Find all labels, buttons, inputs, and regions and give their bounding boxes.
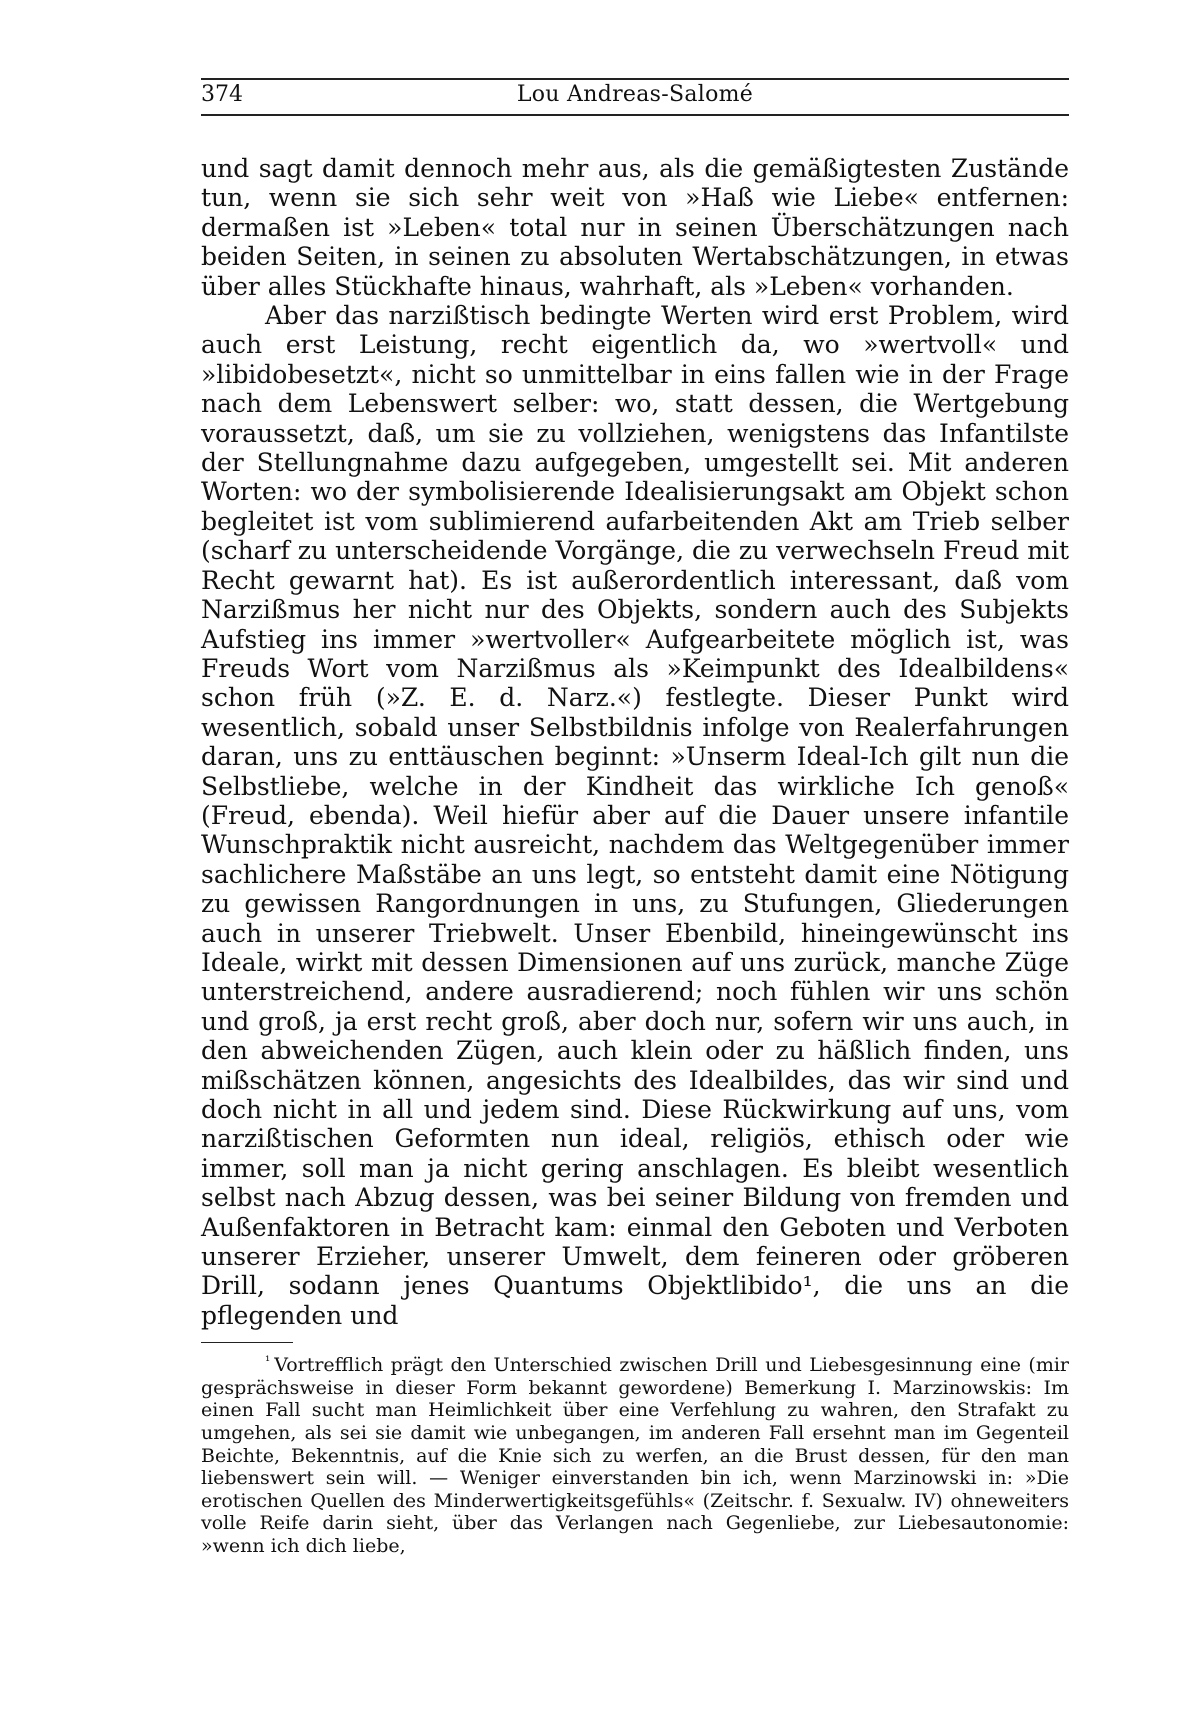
book-page xyxy=(201,78,1069,1558)
footnote-divider xyxy=(201,1342,293,1343)
running-head: Lou Andreas-Salomé xyxy=(516,82,754,107)
footnote xyxy=(201,1351,1069,1557)
page-header xyxy=(201,78,1069,116)
paragraph: Aber das narzißtisch bedingte Werten wird erst Problem, wird auch erst Leistung, recht eigentlich da, wo »wertvoll« und »libidobesetzt«, nicht so unmittelbar in eins fallen wie in der Frage nach dem Lebenswert selber: wo, statt dessen, die Wertgebung voraussetzt, daß, um sie zu vollziehen, wenigstens das Infantilste der Stellungnahme dazu aufgegeben, umgestellt sei. Mit anderen Worten: wo der symbolisierende Idealisierungsakt am Objekt schon begleitet ist vom sublimierend aufarbeitenden Akt am Trieb selber (scharf zu unterscheidende Vorgänge, die zu verwechseln Freud mit Recht gewarnt hat). Es ist außerordentlich interessant, daß vom Narzißmus her nicht nur des Objekts, sondern auch des Subjekts Aufstieg ins immer »wertvoller« Aufgearbeitete möglich ist, was Freuds Wort vom Narzißmus als »Keimpunkt des Idealbildens« schon früh (»Z. E. d. Narz.«) festlegte. Dieser Punkt wird wesentlich, sobald unser Selbstbildnis infolge von Realerfahrungen daran, uns zu enttäuschen beginnt: »Unserm Ideal-Ich gilt nun die Selbstliebe, welche in der Kindheit das wirkliche Ich genoß« (Freud, ebenda). Weil hiefür aber auf die Dauer unsere infantile Wunschpraktik nicht ausreicht, nachdem das Weltgegenüber immer sachlichere Maßstäbe an uns legt, so entsteht damit eine Nötigung zu gewissen Rangordnungen in uns, zu Stufungen, Gliederungen auch in unserer Triebwelt. Unser Ebenbild, hineingewünscht ins Ideale, wirkt mit dessen Dimensionen auf uns zurück, manche Züge unterstreichend, andere ausradierend; noch fühlen wir uns schön und groß, ja erst recht groß, aber doch nur, sofern wir uns auch, in den abweichenden Zügen, auch klein oder zu häßlich finden, uns mißschätzen können, angesichts des Idealbildes, das wir sind und doch nicht in all und jedem sind. Diese Rückwirkung auf uns, vom narzißtischen Geformten nun ideal, religiös, ethisch oder wie immer, soll man ja nicht gering anschlagen. Es bleibt wesentlich selbst nach Abzug dessen, was bei seiner Bildung von fremden und Außenfaktoren in Betracht kam: einmal den Geboten und Verboten unserer Erzieher, unserer Umwelt, dem feineren oder gröberen Drill, sodann jenes Quantums Objektlibido¹, die uns an die pflegenden und xyxy=(201,301,1069,1330)
paragraph: und sagt damit dennoch mehr aus, als die gemäßigtesten Zustände tun, wenn sie sich sehr weit von »Haß wie Liebe« entfernen: dermaßen ist »Leben« total nur in seinen Überschätzungen nach beiden Seiten, in seinen zu absoluten Wertabschätzungen, in etwas über alles Stückhafte hinaus, wahrhaft, als »Leben« vorhanden. xyxy=(201,154,1069,301)
page-number: 374 xyxy=(201,82,243,107)
footnote-text: Vortrefflich prägt den Unterschied zwischen Drill und Liebesgesinnung eine (mir gesprächsweise in dieser Form bekannt gewordene) Bemerkung I. Marzinowskis: Im einen Fall sucht man Heimlichkeit über eine Verfehlung zu wahren, den Strafakt zu umgehen, als sei sie damit wie unbegangen, im anderen Fall ersehnt man im Gegenteil Beichte, Bekenntnis, auf die Knie sich zu werfen, an die Brust dessen, für den man liebenswert sein will. — Weniger einverstanden bin ich, wenn Marzinowski in: »Die erotischen Quellen des Minderwertigkeitsgefühls« (Zeitschr. f. Sexualw. IV) ohneweiters volle Reife darin sieht, über das Verlangen nach Gegenliebe, zur Liebesautonomie: »wenn ich dich liebe, xyxy=(201,1354,1069,1557)
footnote-marker: ¹ xyxy=(265,1354,271,1370)
footnotes xyxy=(201,1351,1069,1557)
body-text xyxy=(201,154,1069,1330)
